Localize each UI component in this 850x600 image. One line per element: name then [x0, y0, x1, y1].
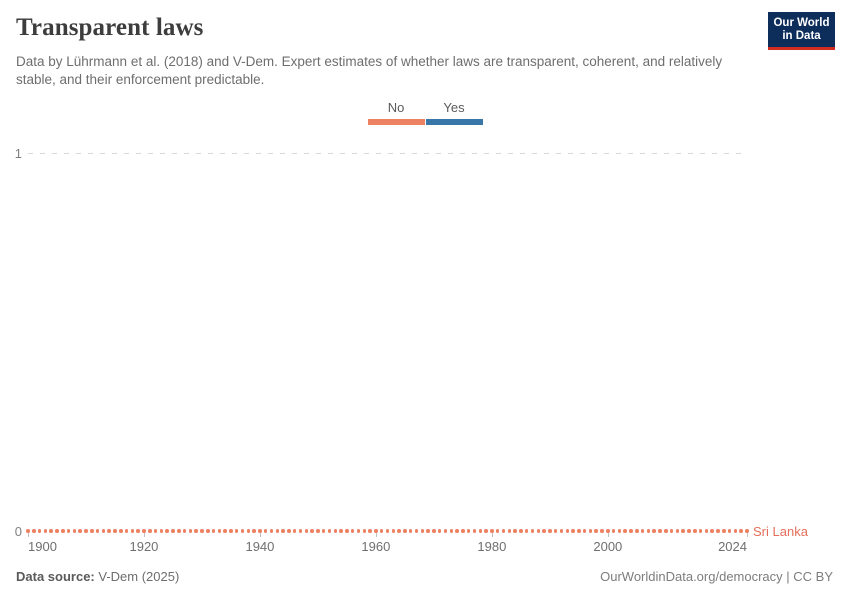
data-point[interactable]: [508, 529, 512, 533]
data-point[interactable]: [125, 529, 129, 533]
data-point[interactable]: [165, 529, 169, 533]
data-point[interactable]: [38, 529, 42, 533]
data-point[interactable]: [629, 529, 633, 533]
y-axis-tick-label: 0: [14, 524, 22, 539]
data-point[interactable]: [212, 529, 216, 533]
footer-data-source: [16, 569, 179, 584]
data-point[interactable]: [73, 529, 77, 533]
data-point[interactable]: [61, 529, 65, 533]
data-point[interactable]: [554, 529, 558, 533]
data-point[interactable]: [299, 529, 303, 533]
data-point[interactable]: [739, 529, 743, 533]
data-point[interactable]: [316, 529, 320, 533]
data-point[interactable]: [490, 529, 494, 533]
data-point[interactable]: [160, 529, 164, 533]
data-point[interactable]: [189, 529, 193, 533]
data-point[interactable]: [438, 529, 442, 533]
data-point[interactable]: [600, 529, 604, 533]
data-point[interactable]: [67, 529, 71, 533]
data-point[interactable]: [252, 529, 256, 533]
data-point[interactable]: [542, 529, 546, 533]
data-point[interactable]: [432, 529, 436, 533]
data-point[interactable]: [322, 529, 326, 533]
data-point[interactable]: [102, 529, 106, 533]
x-axis-tick-label: 1940: [245, 539, 275, 554]
y-gridline: [28, 153, 744, 154]
legend-item-no[interactable]: [368, 100, 425, 125]
data-point[interactable]: [241, 529, 245, 533]
data-point[interactable]: [305, 529, 309, 533]
data-point[interactable]: [409, 529, 413, 533]
data-point[interactable]: [84, 529, 88, 533]
data-point[interactable]: [339, 529, 343, 533]
data-point[interactable]: [513, 529, 517, 533]
data-point[interactable]: [247, 529, 251, 533]
data-point[interactable]: [363, 529, 367, 533]
data-point[interactable]: [693, 529, 697, 533]
data-point[interactable]: [415, 529, 419, 533]
data-point[interactable]: [519, 529, 523, 533]
data-point[interactable]: [641, 529, 645, 533]
data-point[interactable]: [710, 529, 714, 533]
data-point[interactable]: [55, 529, 59, 533]
data-point[interactable]: [716, 529, 720, 533]
data-point[interactable]: [386, 529, 390, 533]
chart-subtitle: Data by Lührmann et al. (2018) and V-Dem. Expert estimates of whether laws are transparent, coherent, and relatively stable, and their enforcement predictable.: [16, 54, 723, 87]
data-point[interactable]: [577, 529, 581, 533]
owid-logo[interactable]: [768, 12, 835, 50]
data-point[interactable]: [537, 529, 541, 533]
data-point[interactable]: [107, 529, 111, 533]
data-point[interactable]: [229, 529, 233, 533]
data-point[interactable]: [647, 529, 651, 533]
footer-credit-link[interactable]: OurWorldinData.org/democracy | CC BY: [600, 569, 833, 584]
legend-item-label: No: [387, 100, 405, 115]
data-point[interactable]: [734, 529, 738, 533]
legend-color-bar: [368, 119, 425, 125]
data-point[interactable]: [270, 529, 274, 533]
data-point[interactable]: [473, 529, 477, 533]
owid-logo-line1: Our World: [773, 16, 830, 29]
x-axis-tick-label: 1980: [477, 539, 507, 554]
data-point[interactable]: [426, 529, 430, 533]
data-point[interactable]: [235, 529, 239, 533]
data-point[interactable]: [722, 529, 726, 533]
data-point[interactable]: [728, 529, 732, 533]
data-point[interactable]: [664, 529, 668, 533]
data-point[interactable]: [652, 529, 656, 533]
data-point[interactable]: [681, 529, 685, 533]
data-point[interactable]: [131, 529, 135, 533]
legend-item-label: Yes: [443, 100, 465, 115]
data-point[interactable]: [467, 529, 471, 533]
data-point[interactable]: [699, 529, 703, 533]
data-point[interactable]: [136, 529, 140, 533]
data-point[interactable]: [32, 529, 36, 533]
data-point[interactable]: [670, 529, 674, 533]
data-point[interactable]: [287, 529, 291, 533]
data-point[interactable]: [594, 529, 598, 533]
data-point[interactable]: [351, 529, 355, 533]
data-point[interactable]: [281, 529, 285, 533]
data-point[interactable]: [44, 529, 48, 533]
x-axis-tick-label: 2024: [718, 539, 747, 554]
data-point[interactable]: [183, 529, 187, 533]
entity-label-sri-lanka[interactable]: Sri Lanka: [753, 523, 808, 539]
legend: [0, 100, 850, 125]
data-point[interactable]: [635, 529, 639, 533]
data-point[interactable]: [606, 529, 610, 533]
data-point[interactable]: [566, 529, 570, 533]
data-point[interactable]: [264, 529, 268, 533]
data-point[interactable]: [96, 529, 100, 533]
data-point[interactable]: [90, 529, 94, 533]
data-point[interactable]: [676, 529, 680, 533]
data-point[interactable]: [687, 529, 691, 533]
y-axis-tick-label: 1: [14, 146, 22, 161]
data-point[interactable]: [548, 529, 552, 533]
data-point[interactable]: [612, 529, 616, 533]
legend-item-yes[interactable]: [426, 100, 483, 125]
data-point[interactable]: [345, 529, 349, 533]
x-axis-tick-label: 2000: [593, 539, 623, 554]
data-point[interactable]: [560, 529, 564, 533]
data-point[interactable]: [380, 529, 384, 533]
data-point[interactable]: [705, 529, 709, 533]
data-point[interactable]: [368, 529, 372, 533]
data-point[interactable]: [392, 529, 396, 533]
data-point[interactable]: [484, 529, 488, 533]
data-point[interactable]: [154, 529, 158, 533]
data-point[interactable]: [421, 529, 425, 533]
data-point[interactable]: [357, 529, 361, 533]
data-point[interactable]: [78, 529, 82, 533]
data-point[interactable]: [571, 529, 575, 533]
data-point[interactable]: [223, 529, 227, 533]
data-point[interactable]: [531, 529, 535, 533]
data-point[interactable]: [496, 529, 500, 533]
data-point[interactable]: [658, 529, 662, 533]
data-point[interactable]: [293, 529, 297, 533]
data-point[interactable]: [194, 529, 198, 533]
data-point[interactable]: [450, 529, 454, 533]
data-point[interactable]: [148, 529, 152, 533]
data-point[interactable]: [444, 529, 448, 533]
data-point[interactable]: [310, 529, 314, 533]
data-point[interactable]: [623, 529, 627, 533]
data-point[interactable]: [334, 529, 338, 533]
data-point[interactable]: [218, 529, 222, 533]
data-point[interactable]: [618, 529, 622, 533]
data-point[interactable]: [397, 529, 401, 533]
data-point[interactable]: [119, 529, 123, 533]
data-point[interactable]: [276, 529, 280, 533]
footer-data-source-label: Data source:: [16, 569, 95, 584]
x-axis-tick-label: 1960: [361, 539, 391, 554]
data-point[interactable]: [200, 529, 204, 533]
data-point[interactable]: [589, 529, 593, 533]
data-point[interactable]: [26, 529, 30, 533]
data-point[interactable]: [142, 529, 146, 533]
data-point[interactable]: [258, 529, 262, 533]
data-point[interactable]: [461, 529, 465, 533]
owid-logo-line2: in Data: [782, 29, 821, 42]
data-point[interactable]: [455, 529, 459, 533]
data-point[interactable]: [328, 529, 332, 533]
data-point[interactable]: [374, 529, 378, 533]
data-point[interactable]: [525, 529, 529, 533]
legend-color-bar: [426, 119, 483, 125]
data-point[interactable]: [583, 529, 587, 533]
data-point[interactable]: [113, 529, 117, 533]
data-point[interactable]: [502, 529, 506, 533]
data-point[interactable]: [171, 529, 175, 533]
data-point[interactable]: [177, 529, 181, 533]
data-point[interactable]: [49, 529, 53, 533]
chart-title: Transparent laws: [16, 14, 204, 41]
footer-data-source-value: V-Dem (2025): [98, 569, 180, 584]
data-point[interactable]: [479, 529, 483, 533]
data-point[interactable]: [745, 529, 749, 533]
data-point[interactable]: [206, 529, 210, 533]
x-axis-tick-label: 1920: [129, 539, 159, 554]
x-axis-tick-label: 1900: [28, 539, 57, 554]
data-point[interactable]: [403, 529, 407, 533]
